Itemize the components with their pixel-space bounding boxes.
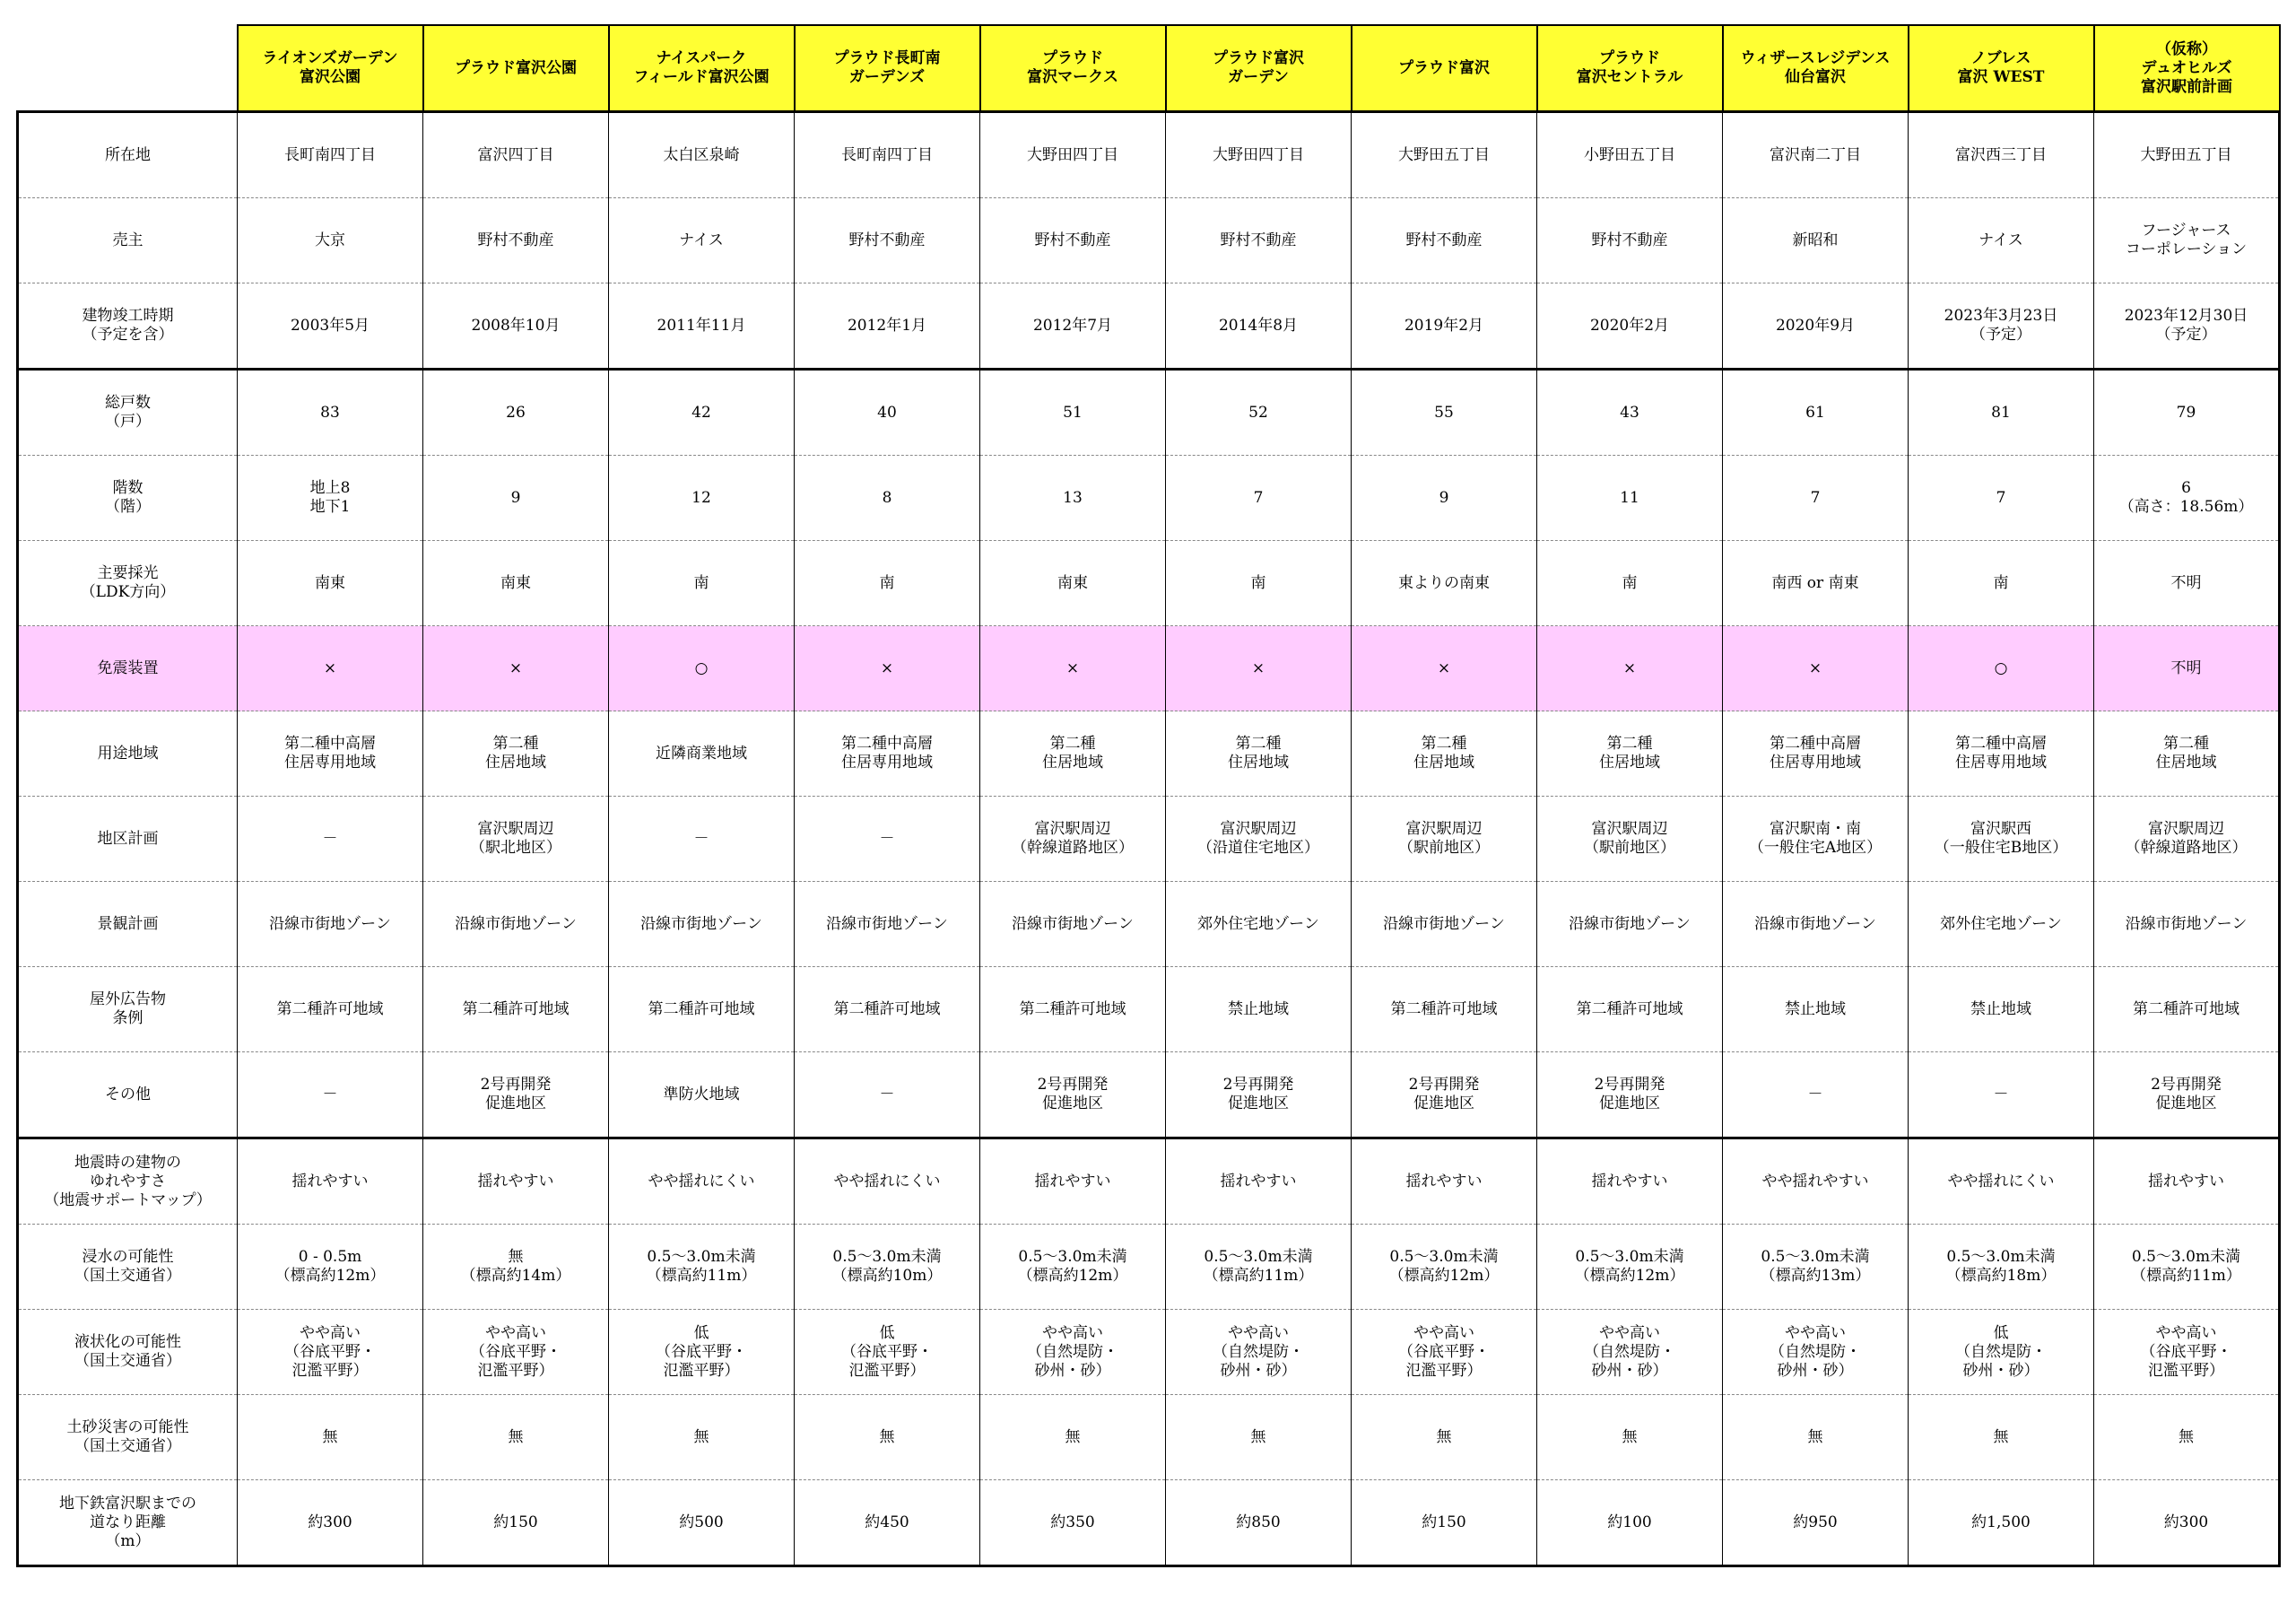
table-cell: 南 — [795, 541, 980, 626]
table-cell: 第二種許可地域 — [1352, 967, 1537, 1052]
table-row — [18, 711, 2280, 797]
table-cell: 第二種 住居地域 — [1537, 711, 1723, 797]
header-row — [18, 25, 2280, 112]
table-cell: × — [1352, 626, 1537, 711]
table-cell: × — [1166, 626, 1352, 711]
table-cell: 野村不動産 — [1352, 198, 1537, 283]
table-cell: 42 — [609, 370, 795, 456]
table-cell: 第二種 住居地域 — [980, 711, 1166, 797]
table-cell: 富沢駅周辺 （駅北地区） — [423, 797, 609, 882]
table-cell: 沿線市街地ゾーン — [1723, 882, 1909, 967]
table-cell: 43 — [1537, 370, 1723, 456]
table-cell: － — [238, 797, 423, 882]
table-cell: 約100 — [1537, 1480, 1723, 1566]
table-cell: やや揺れにくい — [795, 1138, 980, 1225]
table-cell: 2012年1月 — [795, 283, 980, 370]
table-cell: 野村不動産 — [795, 198, 980, 283]
table-cell: － — [1909, 1052, 2094, 1138]
table-cell: 55 — [1352, 370, 1537, 456]
table-cell: 低 （自然堤防・ 砂州・砂） — [1909, 1310, 2094, 1395]
table-row — [18, 626, 2280, 711]
table-cell: 51 — [980, 370, 1166, 456]
table-cell: 約1,500 — [1909, 1480, 2094, 1566]
table-cell: 2012年7月 — [980, 283, 1166, 370]
table-cell: 郊外住宅地ゾーン — [1909, 882, 2094, 967]
row-label: 建物竣工時期 （予定を含） — [18, 283, 238, 370]
table-cell: × — [1537, 626, 1723, 711]
table-cell: 第二種許可地域 — [795, 967, 980, 1052]
table-cell: 0.5～3.0m未満 （標高約11m） — [2094, 1225, 2280, 1310]
property-header: ナイスパーク フィールド富沢公園 — [609, 25, 795, 112]
table-cell: 7 — [1909, 456, 2094, 541]
table-cell: やや高い （自然堤防・ 砂州・砂） — [1723, 1310, 1909, 1395]
table-cell: 大野田五丁目 — [1352, 112, 1537, 198]
table-cell: 第二種許可地域 — [423, 967, 609, 1052]
table-cell: 無 — [238, 1395, 423, 1480]
row-label: その他 — [18, 1052, 238, 1138]
table-cell: 東よりの南東 — [1352, 541, 1537, 626]
row-label: 浸水の可能性 （国土交通省） — [18, 1225, 238, 1310]
table-cell: やや揺れにくい — [609, 1138, 795, 1225]
table-cell: 52 — [1166, 370, 1352, 456]
table-cell: 郊外住宅地ゾーン — [1166, 882, 1352, 967]
table-cell: ナイス — [1909, 198, 2094, 283]
table-cell: 揺れやすい — [1352, 1138, 1537, 1225]
table-cell: 2号再開発 促進地区 — [1537, 1052, 1723, 1138]
table-cell: 約350 — [980, 1480, 1166, 1566]
row-label: 用途地域 — [18, 711, 238, 797]
table-cell: 第二種 住居地域 — [423, 711, 609, 797]
table-row — [18, 112, 2280, 198]
property-header: ウィザースレジデンス 仙台富沢 — [1723, 25, 1909, 112]
table-cell: 79 — [2094, 370, 2280, 456]
property-header: プラウド富沢 — [1352, 25, 1537, 112]
table-cell: 約500 — [609, 1480, 795, 1566]
table-cell: × — [795, 626, 980, 711]
table-cell: 富沢駅周辺 （幹線道路地区） — [980, 797, 1166, 882]
table-row — [18, 1052, 2280, 1138]
table-cell: 揺れやすい — [1166, 1138, 1352, 1225]
table-cell: 2014年8月 — [1166, 283, 1352, 370]
table-cell: 第二種許可地域 — [238, 967, 423, 1052]
table-cell: やや高い （自然堤防・ 砂州・砂） — [1166, 1310, 1352, 1395]
table-cell: 無 — [980, 1395, 1166, 1480]
table-cell: 約150 — [1352, 1480, 1537, 1566]
table-cell: 近隣商業地域 — [609, 711, 795, 797]
table-cell: 第二種許可地域 — [1537, 967, 1723, 1052]
property-header: ノブレス 富沢 WEST — [1909, 25, 2094, 112]
table-cell: 南 — [609, 541, 795, 626]
table-cell: 0.5～3.0m未満 （標高約12m） — [1537, 1225, 1723, 1310]
table-cell: 沿線市街地ゾーン — [238, 882, 423, 967]
table-cell: 無 — [1537, 1395, 1723, 1480]
table-cell: 沿線市街地ゾーン — [1352, 882, 1537, 967]
table-cell: 2020年2月 — [1537, 283, 1723, 370]
table-cell: 2号再開発 促進地区 — [1352, 1052, 1537, 1138]
table-cell: 0.5～3.0m未満 （標高約18m） — [1909, 1225, 2094, 1310]
table-row — [18, 882, 2280, 967]
table-cell: 富沢駅南・南 （一般住宅A地区） — [1723, 797, 1909, 882]
property-header: プラウド富沢 ガーデン — [1166, 25, 1352, 112]
table-cell: 富沢駅周辺 （幹線道路地区） — [2094, 797, 2280, 882]
table-cell: 第二種中高層 住居専用地域 — [1909, 711, 2094, 797]
table-cell: 7 — [1166, 456, 1352, 541]
table-cell: 沿線市街地ゾーン — [1537, 882, 1723, 967]
table-cell: － — [238, 1052, 423, 1138]
table-cell: 無 — [1352, 1395, 1537, 1480]
comparison-table — [16, 24, 2281, 1567]
table-cell: 0.5～3.0m未満 （標高約10m） — [795, 1225, 980, 1310]
table-row — [18, 967, 2280, 1052]
table-cell: 小野田五丁目 — [1537, 112, 1723, 198]
row-label: 液状化の可能性 （国土交通省） — [18, 1310, 238, 1395]
table-row — [18, 283, 2280, 370]
table-cell: 南 — [1537, 541, 1723, 626]
table-cell: 8 — [795, 456, 980, 541]
table-cell: 0.5～3.0m未満 （標高約12m） — [980, 1225, 1166, 1310]
corner-cell — [18, 25, 238, 112]
row-label: 景観計画 — [18, 882, 238, 967]
table-cell: 2020年9月 — [1723, 283, 1909, 370]
table-cell: 野村不動産 — [423, 198, 609, 283]
table-cell: × — [238, 626, 423, 711]
table-cell: やや高い （谷底平野・ 氾濫平野） — [238, 1310, 423, 1395]
table-cell: 2023年12月30日 （予定） — [2094, 283, 2280, 370]
table-cell: 沿線市街地ゾーン — [609, 882, 795, 967]
table-cell: 新昭和 — [1723, 198, 1909, 283]
table-cell: 不明 — [2094, 541, 2280, 626]
row-label: 屋外広告物 条例 — [18, 967, 238, 1052]
table-cell: 約150 — [423, 1480, 609, 1566]
table-cell: 7 — [1723, 456, 1909, 541]
table-cell: × — [1723, 626, 1909, 711]
table-cell: 第二種中高層 住居専用地域 — [1723, 711, 1909, 797]
table-cell: 第二種許可地域 — [980, 967, 1166, 1052]
table-cell: 揺れやすい — [980, 1138, 1166, 1225]
table-cell: 沿線市街地ゾーン — [2094, 882, 2280, 967]
property-header: プラウド 富沢セントラル — [1537, 25, 1723, 112]
table-cell: 約950 — [1723, 1480, 1909, 1566]
table-row — [18, 541, 2280, 626]
table-cell: 第二種許可地域 — [609, 967, 795, 1052]
table-cell: 2号再開発 促進地区 — [1166, 1052, 1352, 1138]
table-cell: 野村不動産 — [1166, 198, 1352, 283]
table-cell: 61 — [1723, 370, 1909, 456]
table-cell: 約850 — [1166, 1480, 1352, 1566]
table-cell: ○ — [1909, 626, 2094, 711]
table-row — [18, 1138, 2280, 1225]
table-cell: 南 — [1909, 541, 2094, 626]
row-label: 地区計画 — [18, 797, 238, 882]
table-cell: 11 — [1537, 456, 1723, 541]
row-label: 免震装置 — [18, 626, 238, 711]
row-label: 主要採光 （LDK方向） — [18, 541, 238, 626]
table-cell: 2号再開発 促進地区 — [2094, 1052, 2280, 1138]
table-cell: やや高い （谷底平野・ 氾濫平野） — [423, 1310, 609, 1395]
property-header: プラウド 富沢マークス — [980, 25, 1166, 112]
table-row — [18, 1480, 2280, 1566]
table-cell: 禁止地域 — [1909, 967, 2094, 1052]
table-cell: 2019年2月 — [1352, 283, 1537, 370]
table-cell: 第二種 住居地域 — [1166, 711, 1352, 797]
table-cell: 南西 or 南東 — [1723, 541, 1909, 626]
table-row — [18, 797, 2280, 882]
table-cell: 大野田四丁目 — [980, 112, 1166, 198]
table-cell: 無 — [795, 1395, 980, 1480]
property-header: ライオンズガーデン 富沢公園 — [238, 25, 423, 112]
table-cell: － — [1723, 1052, 1909, 1138]
table-cell: 12 — [609, 456, 795, 541]
table-cell: 長町南四丁目 — [238, 112, 423, 198]
table-cell: 低 （谷底平野・ 氾濫平野） — [795, 1310, 980, 1395]
property-header: プラウド長町南 ガーデンズ — [795, 25, 980, 112]
table-cell: 南東 — [423, 541, 609, 626]
table-cell: 禁止地域 — [1166, 967, 1352, 1052]
row-label: 所在地 — [18, 112, 238, 198]
table-cell: 0.5～3.0m未満 （標高約11m） — [609, 1225, 795, 1310]
table-cell: 無 — [1723, 1395, 1909, 1480]
table-cell: 第二種中高層 住居専用地域 — [795, 711, 980, 797]
table-cell: 約300 — [238, 1480, 423, 1566]
table-cell: 0.5～3.0m未満 （標高約13m） — [1723, 1225, 1909, 1310]
table-cell: 2号再開発 促進地区 — [423, 1052, 609, 1138]
table-cell: 第二種 住居地域 — [2094, 711, 2280, 797]
table-cell: × — [980, 626, 1166, 711]
table-cell: 大野田四丁目 — [1166, 112, 1352, 198]
table-cell: 大野田五丁目 — [2094, 112, 2280, 198]
table-cell: 第二種 住居地域 — [1352, 711, 1537, 797]
table-cell: 富沢駅西 （一般住宅B地区） — [1909, 797, 2094, 882]
table-cell: 野村不動産 — [1537, 198, 1723, 283]
table-cell: × — [423, 626, 609, 711]
table-cell: 約450 — [795, 1480, 980, 1566]
table-cell: 2023年3月23日 （予定） — [1909, 283, 2094, 370]
table-cell: 0.5～3.0m未満 （標高約11m） — [1166, 1225, 1352, 1310]
table-cell: 0 - 0.5m （標高約12m） — [238, 1225, 423, 1310]
table-cell: 無 — [2094, 1395, 2280, 1480]
table-cell: 南東 — [238, 541, 423, 626]
table-cell: ナイス — [609, 198, 795, 283]
table-cell: 長町南四丁目 — [795, 112, 980, 198]
table-cell: 準防火地域 — [609, 1052, 795, 1138]
table-cell: 不明 — [2094, 626, 2280, 711]
table-cell: 第二種中高層 住居専用地域 — [238, 711, 423, 797]
table-cell: 野村不動産 — [980, 198, 1166, 283]
table-cell: 第二種許可地域 — [2094, 967, 2280, 1052]
table-cell: 富沢南二丁目 — [1723, 112, 1909, 198]
table-cell: 富沢西三丁目 — [1909, 112, 2094, 198]
row-label: 売主 — [18, 198, 238, 283]
table-cell: 9 — [1352, 456, 1537, 541]
row-label: 地下鉄富沢駅までの 道なり距離 （m） — [18, 1480, 238, 1566]
table-cell: 無 — [1166, 1395, 1352, 1480]
table-cell: 2003年5月 — [238, 283, 423, 370]
table-row — [18, 1395, 2280, 1480]
table-cell: フージャース コーポレーション — [2094, 198, 2280, 283]
table-cell: 0.5～3.0m未満 （標高約12m） — [1352, 1225, 1537, 1310]
table-row — [18, 1310, 2280, 1395]
table-cell: 無 — [609, 1395, 795, 1480]
table-row — [18, 370, 2280, 456]
table-cell: － — [795, 1052, 980, 1138]
table-body — [18, 112, 2280, 1566]
property-header: （仮称） デュオヒルズ 富沢駅前計画 — [2094, 25, 2280, 112]
table-cell: 無 — [423, 1395, 609, 1480]
table-cell: 南 — [1166, 541, 1352, 626]
table-cell: やや揺れやすい — [1723, 1138, 1909, 1225]
property-header: プラウド富沢公園 — [423, 25, 609, 112]
table-cell: 低 （谷底平野・ 氾濫平野） — [609, 1310, 795, 1395]
table-cell: 2号再開発 促進地区 — [980, 1052, 1166, 1138]
table-row — [18, 456, 2280, 541]
table-cell: 2011年11月 — [609, 283, 795, 370]
table-cell: 13 — [980, 456, 1166, 541]
table-cell: 禁止地域 — [1723, 967, 1909, 1052]
table-cell: 6 （高さ：18.56m） — [2094, 456, 2280, 541]
table-cell: 沿線市街地ゾーン — [423, 882, 609, 967]
table-cell: 揺れやすい — [238, 1138, 423, 1225]
table-cell: 沿線市街地ゾーン — [795, 882, 980, 967]
table-cell: － — [609, 797, 795, 882]
table-cell: 26 — [423, 370, 609, 456]
table-cell: 揺れやすい — [1537, 1138, 1723, 1225]
table-cell: やや高い （自然堤防・ 砂州・砂） — [980, 1310, 1166, 1395]
table-cell: 富沢駅周辺 （駅前地区） — [1352, 797, 1537, 882]
table-cell: 2008年10月 — [423, 283, 609, 370]
table-cell: － — [795, 797, 980, 882]
table-cell: 太白区泉崎 — [609, 112, 795, 198]
row-label: 階数 （階） — [18, 456, 238, 541]
table-cell: 沿線市街地ゾーン — [980, 882, 1166, 967]
table-cell: 揺れやすい — [423, 1138, 609, 1225]
table-cell: やや高い （自然堤防・ 砂州・砂） — [1537, 1310, 1723, 1395]
table-cell: 富沢駅周辺 （沿道住宅地区） — [1166, 797, 1352, 882]
row-label: 土砂災害の可能性 （国土交通省） — [18, 1395, 238, 1480]
table-cell: 9 — [423, 456, 609, 541]
table-cell: 83 — [238, 370, 423, 456]
table-cell: 大京 — [238, 198, 423, 283]
row-label: 地震時の建物の ゆれやすさ （地震サポートマップ） — [18, 1138, 238, 1225]
table-cell: 40 — [795, 370, 980, 456]
table-cell: 約300 — [2094, 1480, 2280, 1566]
table-cell: ○ — [609, 626, 795, 711]
table-row — [18, 198, 2280, 283]
table-cell: 81 — [1909, 370, 2094, 456]
table-cell: 無 — [1909, 1395, 2094, 1480]
table-cell: 無 （標高約14m） — [423, 1225, 609, 1310]
table-cell: 富沢駅周辺 （駅前地区） — [1537, 797, 1723, 882]
table-row — [18, 1225, 2280, 1310]
row-label: 総戸数 （戸） — [18, 370, 238, 456]
table-cell: 地上8 地下1 — [238, 456, 423, 541]
table-cell: 南東 — [980, 541, 1166, 626]
table-cell: やや高い （谷底平野・ 氾濫平野） — [2094, 1310, 2280, 1395]
table-cell: 揺れやすい — [2094, 1138, 2280, 1225]
table-cell: やや揺れにくい — [1909, 1138, 2094, 1225]
table-cell: 富沢四丁目 — [423, 112, 609, 198]
table-cell: やや高い （谷底平野・ 氾濫平野） — [1352, 1310, 1537, 1395]
